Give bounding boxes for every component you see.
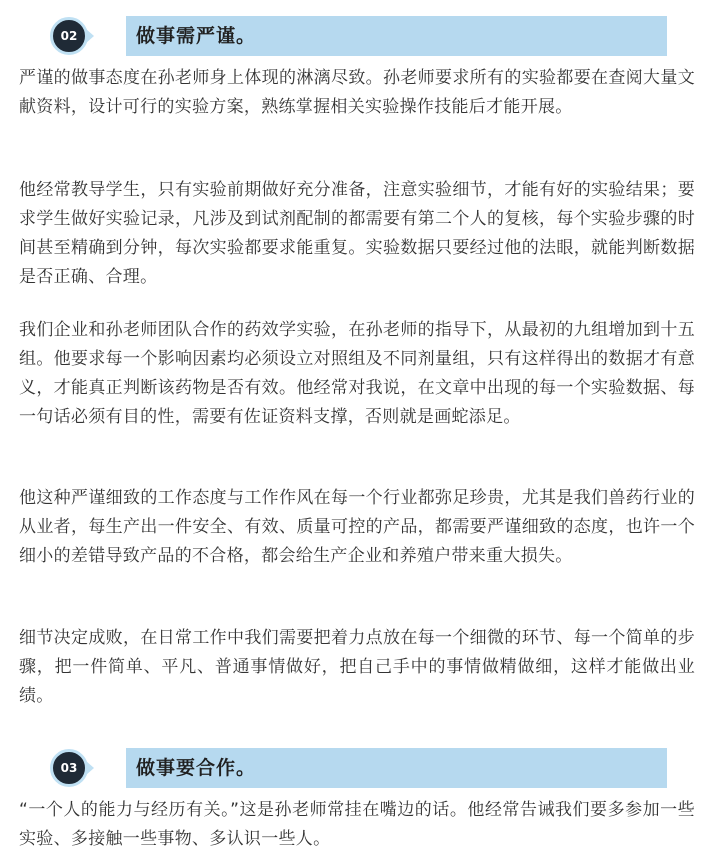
paragraph: 他经常教导学生，只有实验前期做好充分准备，注意实验细节，才能有好的实验结果；要求学生做好实验记录，凡涉及到试剂配制的都需要有第二个人的复核，每个实验步骤的时间甚至精确到分钟，每次实验都要求能重复。实验数据只要经过他的法眼，就能判断数据是否正确、合理。 <box>19 180 695 287</box>
section-header-03 <box>50 748 667 788</box>
paragraph: “一个人的能力与经历有关。”这是孙老师常挂在嘴边的话。他经常告诫我们要多参加一些实验、多接触一些事物、多认识一些人。 <box>19 800 695 849</box>
section-number: 03 <box>60 761 78 775</box>
section-number: 02 <box>60 29 78 43</box>
paragraph: 他这种严谨细致的工作态度与工作作风在每一个行业都弥足珍贵，尤其是我们兽药行业的从业者，每生产出一件安全、有效、质量可控的产品，都需要严谨细致的态度，也许一个细小的差错导致产品的不合格，都会给生产企业和养殖户带来重大损失。 <box>19 488 695 566</box>
section-title: 做事需严谨。 <box>136 25 257 47</box>
section-number-badge <box>50 17 88 55</box>
section-header-02 <box>50 16 667 56</box>
paragraph: 细节决定成败，在日常工作中我们需要把着力点放在每一个细微的环节、每一个简单的步骤，把一件简单、平凡、普通事情做好，把自己手中的事情做精做细，这样才能做出业绩。 <box>19 628 695 706</box>
paragraph: 严谨的做事态度在孙老师身上体现的淋漓尽致。孙老师要求所有的实验都要在查阅大量文献资料，设计可行的实验方案，熟练掌握相关实验操作技能后才能开展。 <box>19 68 695 117</box>
paragraph: 我们企业和孙老师团队合作的药效学实验，在孙老师的指导下，从最初的九组增加到十五组。他要求每一个影响因素均必须设立对照组及不同剂量组，只有这样得出的数据才有意义，才能真正判断该药物是否有效。他经常对我说，在文章中出现的每一个实验数据、每一句话必须有目的性，需要有佐证资料支撑，否则就是画蛇添足。 <box>19 320 695 427</box>
section-number-badge <box>50 749 88 787</box>
section-title: 做事要合作。 <box>136 757 257 779</box>
